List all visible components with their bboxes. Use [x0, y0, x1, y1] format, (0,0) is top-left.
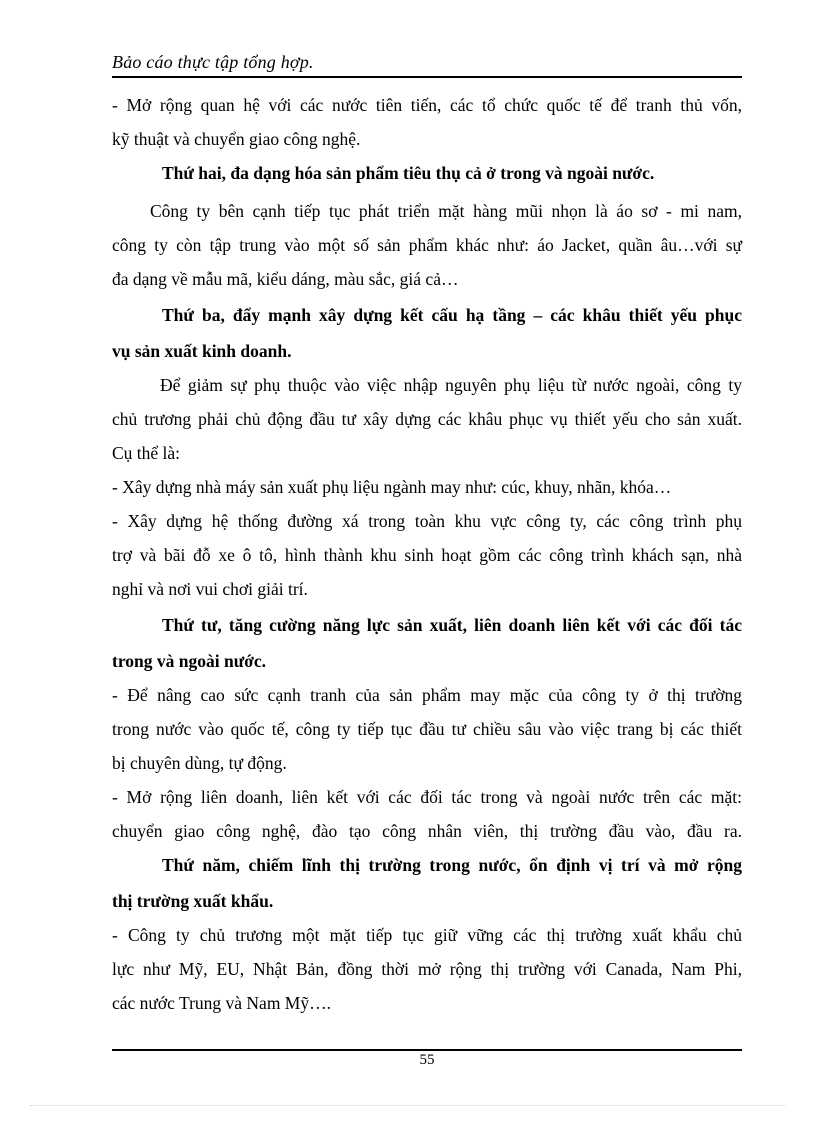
heading-third-infrastructure: Thứ ba, đẩy mạnh xây dựng kết cấu hạ tầng – các khâu thiết yếu phục: [162, 305, 742, 325]
page-number: 55: [419, 1052, 435, 1068]
page-edge-divider: [30, 1105, 786, 1106]
paragraph-line: Công ty bên cạnh tiếp tục phát triển mặt hàng mũi nhọn là áo sơ - mi nam,: [150, 201, 742, 221]
paragraph-line: Cụ thể là:: [112, 443, 181, 463]
heading-second-diversify-products: Thứ hai, đa dạng hóa sản phẩm tiêu thụ cả ở trong và ngoài nước.: [162, 163, 655, 183]
paragraph-line: Để giảm sự phụ thuộc vào việc nhập nguyên phụ liệu từ nước ngoài, công ty: [160, 375, 742, 395]
paragraph-line: công ty còn tập trung vào một số sản phẩm khác như: áo Jacket, quần âu…với sự: [112, 235, 742, 255]
paragraph-line: trong nước vào quốc tế, công ty tiếp tục đầu tư chiều sâu vào việc trang bị các thiết: [112, 719, 742, 739]
bullet-competitiveness: - Để nâng cao sức cạnh tranh của sản phẩm may mặc của công ty ở thị trường: [112, 685, 742, 705]
header-rule: [112, 76, 742, 78]
report-header-title: Bảo cáo thực tập tổng hợp.: [112, 52, 314, 72]
paragraph-line: lực như Mỹ, EU, Nhật Bản, đồng thời mở rộng thị trường với Canada, Nam Phi,: [112, 959, 742, 979]
paragraph-line: nghỉ và nơi vui chơi giải trí.: [112, 579, 308, 599]
heading-fourth-capacity-cont: trong và ngoài nước.: [112, 651, 267, 671]
heading-fifth-market-cont: thị trường xuất khẩu.: [112, 891, 274, 911]
paragraph-line: chuyển giao công nghệ, đào tạo công nhân viên, thị trường đầu vào, đầu ra.: [112, 821, 742, 841]
heading-fourth-capacity: Thứ tư, tăng cường năng lực sản xuất, liên doanh liên kết với các đối tác: [162, 615, 742, 635]
paragraph-line: kỹ thuật và chuyển giao công nghệ.: [112, 129, 361, 149]
bullet-expand-relations: - Mở rộng quan hệ với các nước tiên tiến, các tổ chức quốc tế để tranh thủ vốn,: [112, 95, 742, 115]
bullet-export-markets: - Công ty chủ trương một mặt tiếp tục giữ vững các thị trường xuất khẩu chủ: [112, 925, 742, 945]
paragraph-line: các nước Trung và Nam Mỹ….: [112, 993, 331, 1013]
paragraph-line: bị chuyên dùng, tự động.: [112, 753, 287, 773]
paragraph-line: chủ trương phải chủ động đầu tư xây dựng các khâu phục vụ thiết yếu cho sản xuất.: [112, 409, 742, 429]
bullet-joint-venture: - Mở rộng liên doanh, liên kết với các đối tác trong và ngoài nước trên các mặt:: [112, 787, 742, 807]
bullet-road-system: - Xây dựng hệ thống đường xá trong toàn khu vực công ty, các công trình phụ: [112, 511, 742, 531]
heading-third-infrastructure-cont: vụ sản xuất kinh doanh.: [112, 341, 292, 361]
paragraph-line: đa dạng về mẫu mã, kiểu dáng, màu sắc, giá cả…: [112, 269, 459, 289]
heading-fifth-market: Thứ năm, chiếm lĩnh thị trường trong nước, ổn định vị trí và mở rộng: [162, 855, 742, 875]
footer-rule: [112, 1049, 742, 1051]
paragraph-line: trợ và bãi đỗ xe ô tô, hình thành khu sinh hoạt gồm các công trình khách sạn, nhà: [112, 545, 742, 565]
bullet-accessory-factory: - Xây dựng nhà máy sản xuất phụ liệu ngành may như: cúc, khuy, nhãn, khóa…: [112, 477, 672, 497]
